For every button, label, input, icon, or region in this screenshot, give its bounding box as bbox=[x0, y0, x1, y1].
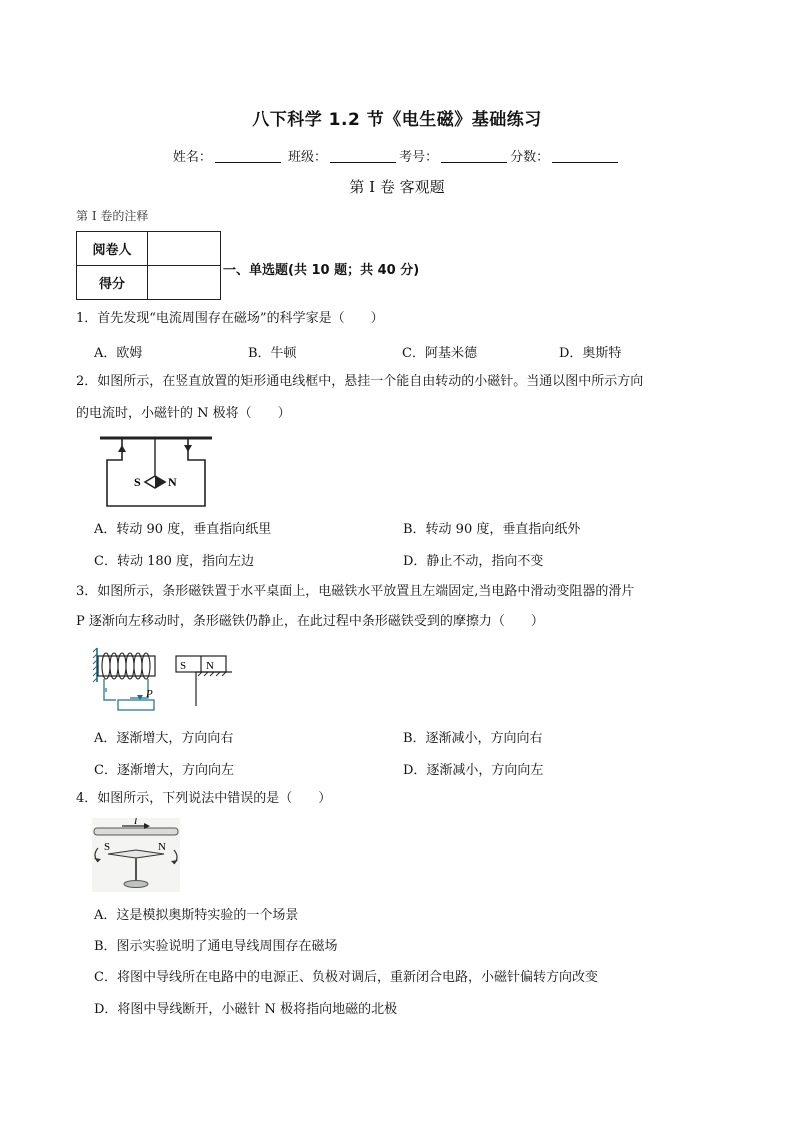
question-2-option-c[interactable]: C．转动 180 度，指向左边 bbox=[94, 554, 255, 569]
question-3-option-b[interactable]: B．逐渐减小，方向向右 bbox=[403, 731, 543, 746]
question-2-stem-line2: 的电流时，小磁针的 N 极将（ ） bbox=[76, 406, 291, 421]
question-2-option-d[interactable]: D．静止不动，指向不变 bbox=[403, 554, 544, 569]
question-3-stem-line1: 3．如图所示，条形磁铁置于水平桌面上，电磁铁水平放置且左端固定,当电路中滑动变阻器的滑片 bbox=[76, 584, 635, 599]
question-3-stem-line2: P 逐渐向左移动时，条形磁铁仍静止，在此过程中条形磁铁受到的摩擦力（ ） bbox=[76, 614, 544, 629]
q2-label-s: S bbox=[134, 475, 141, 489]
score-table bbox=[76, 231, 221, 300]
class-blank[interactable] bbox=[330, 150, 396, 163]
score-label: 分数： bbox=[510, 150, 550, 165]
page-title: 八下科学 1.2 节《电生磁》基础练习 bbox=[252, 110, 542, 130]
question-1-option-a[interactable]: A．欧姆 bbox=[94, 346, 143, 361]
question-3-option-d[interactable]: D．逐渐减小，方向向左 bbox=[403, 763, 544, 778]
name-label: 姓名： bbox=[172, 150, 212, 165]
q3-label-s: S bbox=[180, 660, 187, 672]
score-blank[interactable] bbox=[552, 150, 618, 163]
question-4-figure bbox=[92, 818, 180, 892]
question-1-option-d[interactable]: D．奥斯特 bbox=[559, 346, 622, 361]
exam-no-label: 考号： bbox=[399, 150, 439, 165]
question-3-figure bbox=[92, 644, 242, 716]
question-2-option-a[interactable]: A．转动 90 度，垂直指向纸里 bbox=[94, 522, 272, 537]
question-4-option-a[interactable]: A．这是模拟奥斯特实验的一个场景 bbox=[94, 908, 299, 923]
q3-label-n: N bbox=[206, 660, 214, 672]
class-label: 班级： bbox=[288, 150, 328, 165]
question-3-option-c[interactable]: C．逐渐增大，方向向左 bbox=[94, 763, 234, 778]
question-4-option-d[interactable]: D．将图中导线断开，小磁针 N 极将指向地磁的北极 bbox=[94, 1002, 398, 1017]
q4-label-s: S bbox=[104, 841, 111, 853]
q4-label-n: N bbox=[158, 841, 166, 853]
paper-note: 第 I 卷的注释 bbox=[76, 209, 149, 223]
q3-label-p: P bbox=[146, 688, 153, 700]
question-4-stem: 4．如图所示，下列说法中错误的是（ ） bbox=[76, 791, 332, 806]
q4-label-i: I bbox=[134, 818, 138, 827]
question-2-stem-line1: 2．如图所示，在竖直放置的矩形通电线框中，悬挂一个能自由转动的小磁针。当通以图中所示方向 bbox=[76, 374, 644, 389]
question-1-option-b[interactable]: B．牛顿 bbox=[248, 346, 297, 361]
q2-label-n: N bbox=[168, 475, 177, 489]
question-2-figure bbox=[100, 436, 212, 510]
student-info-line bbox=[0, 146, 794, 165]
score-cell[interactable] bbox=[148, 266, 221, 300]
question-1-option-c[interactable]: C．阿基米德 bbox=[402, 346, 477, 361]
reviewer-cell[interactable] bbox=[148, 232, 221, 266]
question-4-option-b[interactable]: B．图示实验说明了通电导线周围存在磁场 bbox=[94, 939, 338, 954]
section-heading: 一、单选题(共 10 题；共 40 分) bbox=[223, 263, 420, 278]
reviewer-label: 阅卷人 bbox=[77, 232, 148, 266]
name-blank[interactable] bbox=[215, 150, 281, 163]
paper-subtitle: 第 I 卷 客观题 bbox=[349, 178, 445, 196]
exam-no-blank[interactable] bbox=[441, 150, 507, 163]
question-2-option-b[interactable]: B．转动 90 度，垂直指向纸外 bbox=[403, 522, 581, 537]
question-4-option-c[interactable]: C．将图中导线所在电路中的电源正、负极对调后，重新闭合电路，小磁针偏转方向改变 bbox=[94, 970, 598, 985]
score-cell-label: 得分 bbox=[77, 266, 148, 300]
question-1-stem: 1．首先发现“电流周围存在磁场”的科学家是（ ） bbox=[76, 311, 384, 326]
question-3-option-a[interactable]: A．逐渐增大，方向向右 bbox=[94, 731, 234, 746]
